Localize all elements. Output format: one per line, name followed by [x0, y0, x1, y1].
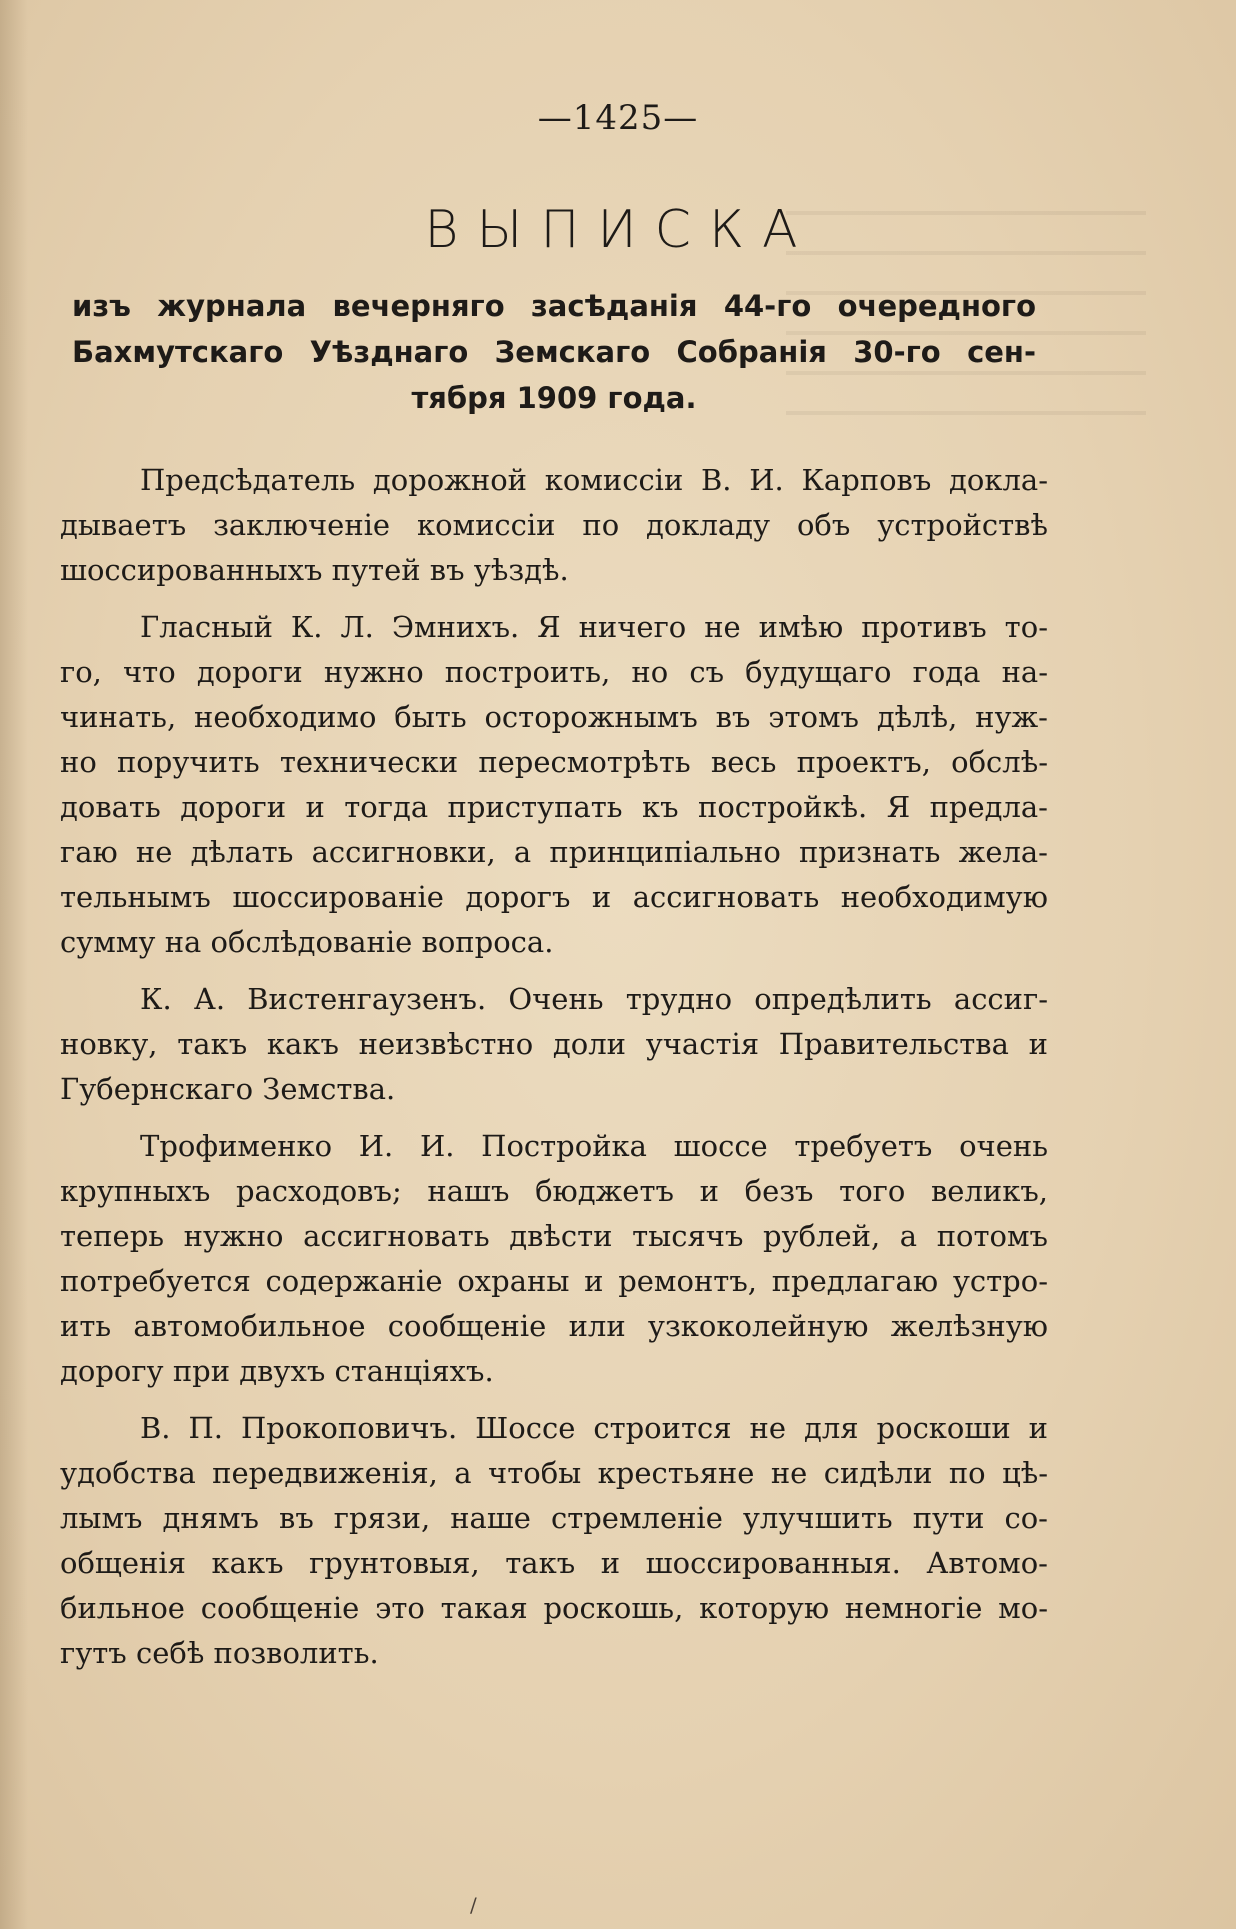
- paragraph-line: гаю не дѣлать ассигновки, а принципіально признать жела-: [60, 835, 1048, 869]
- paragraph-line: ить автомобильное сообщеніе или узкоколейную желѣзную: [60, 1309, 1048, 1343]
- document-subtitle: [72, 283, 1036, 421]
- paragraph-line: В. П. Прокоповичъ. Шоссе строится не для роскоши и: [140, 1411, 1048, 1445]
- footer-mark: /: [470, 1893, 477, 1917]
- subtitle-line: тября 1909 года.: [411, 381, 697, 415]
- document-heading: ВЫПИСКА: [424, 200, 816, 260]
- paragraph-line: удобства передвиженія, а чтобы крестьяне не сидѣли по цѣ-: [60, 1456, 1048, 1490]
- paragraph-line: шоссированныхъ путей въ уѣздѣ.: [60, 553, 569, 587]
- paragraph-line: гутъ себѣ позволить.: [60, 1636, 379, 1670]
- paragraph-line: Трофименко И. И. Постройка шоссе требуетъ очень: [140, 1129, 1048, 1163]
- subtitle-line: изъ журнала вечерняго засѣданія 44-го очередного: [72, 289, 1036, 323]
- paragraph-vistengauzen: [60, 977, 1048, 1112]
- paragraph-line: го, что дороги нужно построить, но съ будущаго года на-: [60, 655, 1048, 689]
- paragraph-line: дорогу при двухъ станціяхъ.: [60, 1354, 494, 1388]
- paragraph-line: новку, такъ какъ неизвѣстно доли участія Правительства и: [60, 1027, 1048, 1061]
- paragraph-line: дываетъ заключеніе комиссіи по докладу объ устройствѣ: [60, 508, 1048, 542]
- paragraph-trofimenko: [60, 1124, 1048, 1394]
- paragraph-line: Предсѣдатель дорожной комиссіи В. И. Карповъ докла-: [140, 463, 1048, 497]
- paragraph-line: сумму на обслѣдованіе вопроса.: [60, 925, 554, 959]
- paragraph-karpov: [60, 458, 1048, 593]
- paragraph-emnikh: [60, 605, 1048, 965]
- body-text: [60, 458, 1048, 1688]
- subtitle-line: Бахмутскаго Уѣзднаго Земскаго Собранія 30-го сен-: [72, 335, 1036, 369]
- paragraph-line: общенія какъ грунтовыя, такъ и шоссированныя. Автомо-: [60, 1546, 1048, 1580]
- paragraph-line: лымъ днямъ въ грязи, наше стремленіе улучшить пути со-: [60, 1501, 1048, 1535]
- paragraph-line: бильное сообщеніе это такая роскошь, которую немногіе мо-: [60, 1591, 1048, 1625]
- paragraph-line: тельнымъ шоссированіе дорогъ и ассигновать необходимую: [60, 880, 1048, 914]
- paragraph-line: чинать, необходимо быть осторожнымъ въ этомъ дѣлѣ, нуж-: [60, 700, 1048, 734]
- paragraph-line: Губернскаго Земства.: [60, 1072, 396, 1106]
- paragraph-line: довать дороги и тогда приступать къ постройкѣ. Я предла-: [60, 790, 1048, 824]
- paragraph-line: потребуется содержаніе охраны и ремонтъ, предлагаю устро-: [60, 1264, 1048, 1298]
- page-number: —1425—: [537, 98, 699, 138]
- paragraph-line: Гласный К. Л. Эмнихъ. Я ничего не имѣю противъ то-: [140, 610, 1048, 644]
- paragraph-line: К. А. Вистенгаузенъ. Очень трудно опредѣлить ассиг-: [140, 982, 1048, 1016]
- paragraph-line: но поручить технически пересмотрѣть весь проектъ, обслѣ-: [60, 745, 1048, 779]
- spine-shadow: [0, 0, 28, 1929]
- paragraph-line: теперь нужно ассигновать двѣсти тысячъ рублей, а потомъ: [60, 1219, 1048, 1253]
- paragraph-line: крупныхъ расходовъ; нашъ бюджетъ и безъ того великъ,: [60, 1174, 1048, 1208]
- paragraph-prokopovich: [60, 1406, 1048, 1676]
